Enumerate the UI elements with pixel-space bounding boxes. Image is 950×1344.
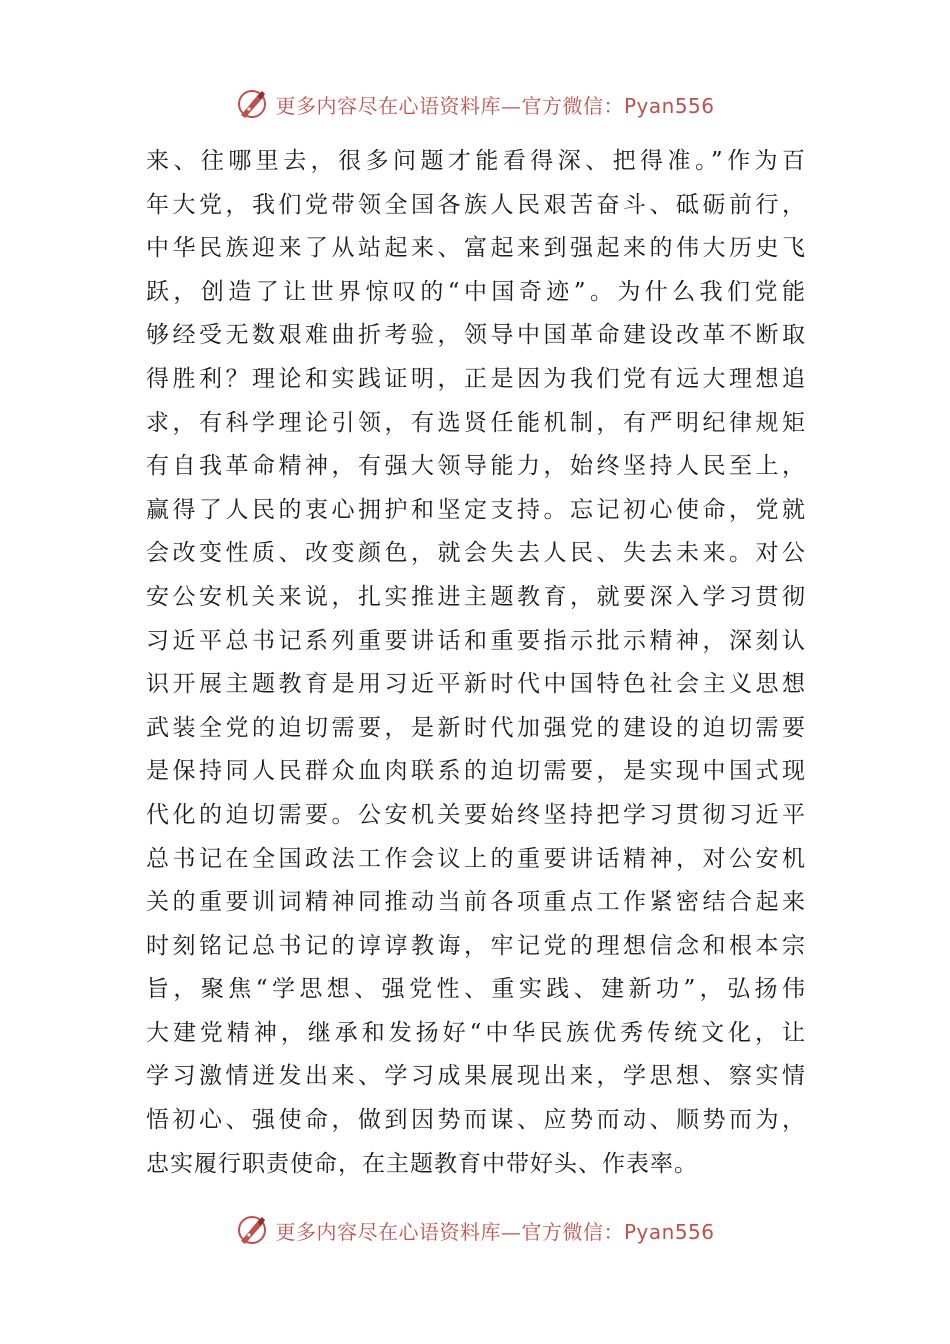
text-line: 够经受无数艰难曲折考验，领导中国革命建设改革不断取 xyxy=(146,322,806,349)
watermark-text-cn: 更多内容尽在心语资料库—官方微信： xyxy=(275,1219,624,1244)
pen-nib-logo-icon xyxy=(235,87,269,121)
text-line: 代化的迫切需要。公安机关要始终坚持把学习贯彻习近平 xyxy=(146,801,806,828)
text-line: 中华民族迎来了从站起来、富起来到强起来的伟大历史飞 xyxy=(146,235,806,262)
text-line: 来、往哪里去，很多问题才能看得深、把得准。”作为百 xyxy=(146,148,806,174)
text-line: 是保持同人民群众血肉联系的迫切需要，是实现中国式现 xyxy=(146,758,806,785)
text-line: 总书记在全国政法工作会议上的重要讲话精神，对公安机 xyxy=(146,845,806,872)
text-line: 悟初心、强使命，做到因势而谋、应势而动、顺势而为， xyxy=(146,1107,806,1134)
watermark-text xyxy=(275,90,714,119)
text-line: 关的重要训词精神同推动当前各项重点工作紧密结合起来 xyxy=(146,889,806,916)
footer-watermark xyxy=(0,1210,950,1250)
text-line: 得胜利？理论和实践证明，正是因为我们党有远大理想追 xyxy=(146,365,806,392)
watermark-text-cn: 更多内容尽在心语资料库—官方微信： xyxy=(275,93,624,118)
header-watermark xyxy=(0,84,950,124)
text-line: 时刻铭记总书记的谆谆教诲，牢记党的理想信念和根本宗 xyxy=(146,932,806,959)
text-line: 年大党，我们党带领全国各族人民艰苦奋斗、砥砺前行， xyxy=(146,191,806,218)
document-body xyxy=(146,140,806,1186)
text-line: 识开展主题教育是用习近平新时代中国特色社会主义思想 xyxy=(146,671,806,698)
text-line: 习近平总书记系列重要讲话和重要指示批示精神，深刻认 xyxy=(146,627,806,654)
text-line: 求，有科学理论引领，有选贤任能机制，有严明纪律规矩 xyxy=(146,409,806,436)
text-line: 旨，聚焦“学思想、强党性、重实践、建新功”，弘扬伟 xyxy=(146,976,806,1003)
text-line: 学习激情迸发出来、学习成果展现出来，学思想、察实情 xyxy=(146,1063,806,1090)
text-line: 忠实履行职责使命，在主题教育中带好头、作表率。 xyxy=(146,1150,698,1177)
text-line: 会改变性质、改变颜色，就会失去人民、失去未来。对公 xyxy=(146,540,806,567)
text-line: 武装全党的迫切需要，是新时代加强党的建设的迫切需要 xyxy=(146,714,806,741)
text-line: 赢得了人民的衷心拥护和坚定支持。忘记初心使命，党就 xyxy=(146,496,806,523)
text-line: 安公安机关来说，扎实推进主题教育，就要深入学习贯彻 xyxy=(146,583,806,610)
watermark-wechat-id: Pyan556 xyxy=(623,93,715,118)
text-line: 大建党精神，继承和发扬好“中华民族优秀传统文化，让 xyxy=(146,1019,806,1046)
text-line: 有自我革命精神，有强大领导能力，始终坚持人民至上， xyxy=(146,453,806,480)
text-line: 跃，创造了让世界惊叹的“中国奇迹”。为什么我们党能 xyxy=(146,278,806,305)
watermark-wechat-id: Pyan556 xyxy=(623,1219,715,1244)
watermark-text xyxy=(275,1216,714,1245)
pen-nib-logo-icon xyxy=(235,1213,269,1247)
